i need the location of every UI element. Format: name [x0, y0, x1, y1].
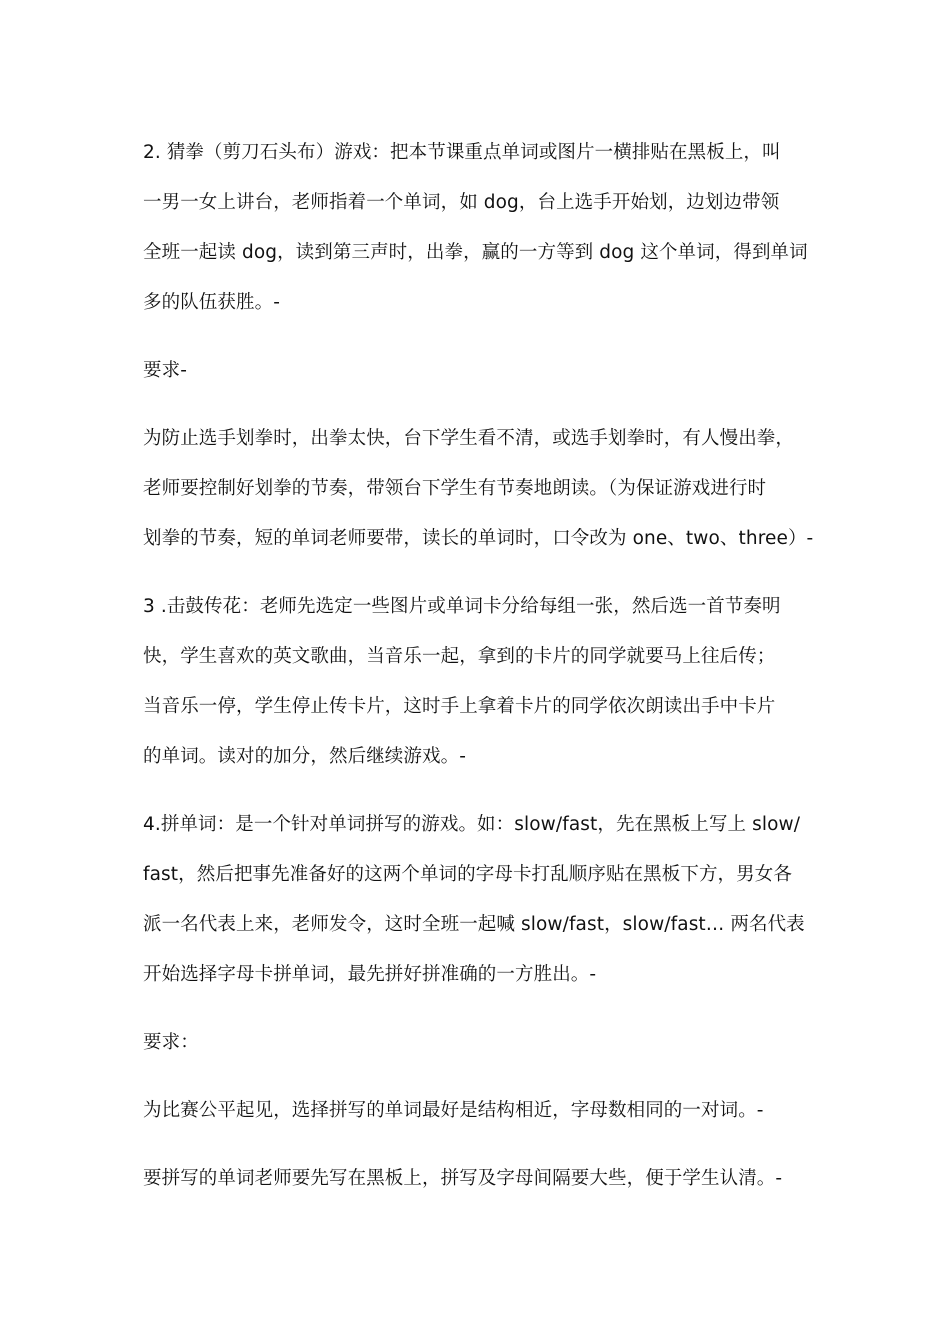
- paragraph: [143, 1086, 815, 1136]
- paragraph: [143, 800, 815, 1000]
- text-line: 快，学生喜欢的英文歌曲，当音乐一起，拿到的卡片的同学就要马上往后传；: [143, 646, 776, 667]
- text-line: 开始选择字母卡拼单词，最先拼好拼准确的一方胜出。-: [143, 964, 597, 985]
- text-line: 要求-: [143, 360, 187, 381]
- text-line: fast，然后把事先准备好的这两个单词的字母卡打乱顺序贴在黑板下方，男女各: [143, 864, 792, 885]
- text-line: 的单词。读对的加分，然后继续游戏。-: [143, 746, 466, 767]
- paragraph: [143, 582, 815, 782]
- text-line: 要拼写的单词老师要先写在黑板上，拼写及字母间隔要大些，便于学生认清。-: [143, 1168, 783, 1189]
- paragraph: [143, 1018, 815, 1068]
- text-line: 全班一起读 dog，读到第三声时，出拳，赢的一方等到 dog 这个单词，得到单词: [143, 242, 808, 263]
- text-line: 3 .击鼓传花：老师先选定一些图片或单词卡分给每组一张，然后选一首节奏明: [143, 596, 781, 617]
- document-body: [143, 128, 815, 1204]
- text-line: 一男一女上讲台，老师指着一个单词，如 dog，台上选手开始划，边划边带领: [143, 192, 780, 213]
- text-line: 多的队伍获胜。-: [143, 292, 280, 313]
- paragraph: [143, 1154, 815, 1204]
- text-line: 当音乐一停，学生停止传卡片，这时手上拿着卡片的同学依次朗读出手中卡片: [143, 696, 776, 717]
- text-line: 老师要控制好划拳的节奏，带领台下学生有节奏地朗读。（为保证游戏进行时: [143, 478, 767, 499]
- paragraph: [143, 346, 815, 396]
- text-line: 为防止选手划拳时，出拳太快，台下学生看不清，或选手划拳时，有人慢出拳，: [143, 428, 795, 449]
- text-line: 为比赛公平起见，选择拼写的单词最好是结构相近，字母数相同的一对词。-: [143, 1100, 764, 1121]
- paragraph: [143, 128, 815, 328]
- text-line: 2. 猜拳（剪刀石头布）游戏：把本节课重点单词或图片一横排贴在黑板上，叫: [143, 142, 781, 163]
- text-line: 划拳的节奏，短的单词老师要带，读长的单词时，口令改为 one、two、three）-: [143, 528, 814, 549]
- text-line: 要求：: [143, 1032, 199, 1053]
- text-line: 4.拼单词：是一个针对单词拼写的游戏。如：slow/fast，先在黑板上写上 slow/: [143, 814, 801, 835]
- paragraph: [143, 414, 815, 564]
- text-line: 派一名代表上来，老师发令，这时全班一起喊 slow/fast，slow/fast… 两名代表: [143, 914, 805, 935]
